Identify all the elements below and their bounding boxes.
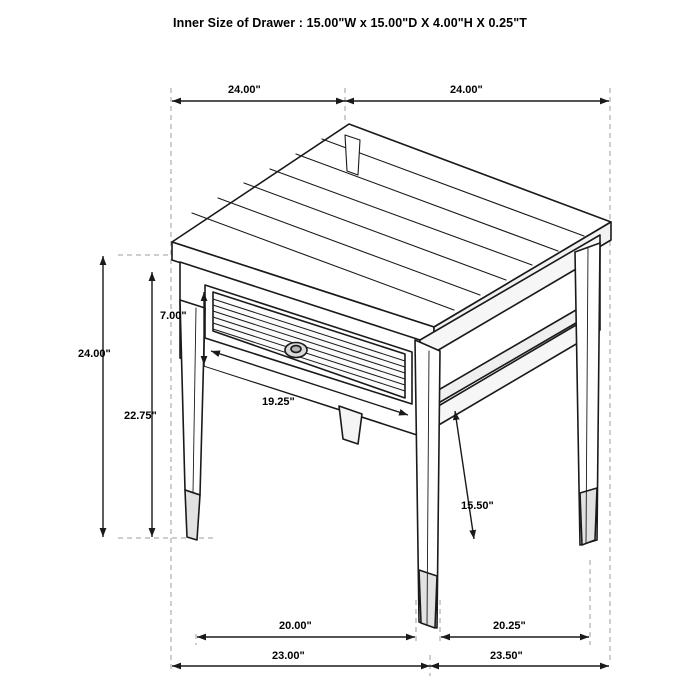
- dim-base-side-depth: 23.50": [490, 650, 523, 662]
- dim-drawer-width: 19.25": [262, 396, 295, 408]
- dim-bottom-front-span: 20.00": [279, 620, 312, 632]
- dim-apron-height: 22.75": [124, 410, 157, 422]
- table-illustration: [172, 124, 611, 628]
- dim-top-left-width: 24.00": [228, 84, 261, 96]
- dim-base-front-width: 23.00": [272, 650, 305, 662]
- dim-drawer-height: 7.00": [160, 310, 187, 322]
- drawer-knob-icon: [285, 343, 307, 358]
- dim-leg-clearance: 15.50": [461, 500, 494, 512]
- dim-bottom-side-span: 20.25": [493, 620, 526, 632]
- dim-top-right-width: 24.00": [450, 84, 483, 96]
- page-title: Inner Size of Drawer : 15.00"W x 15.00"D X 4.00"H X 0.25"T: [173, 16, 527, 30]
- dim-overall-height: 24.00": [78, 348, 111, 360]
